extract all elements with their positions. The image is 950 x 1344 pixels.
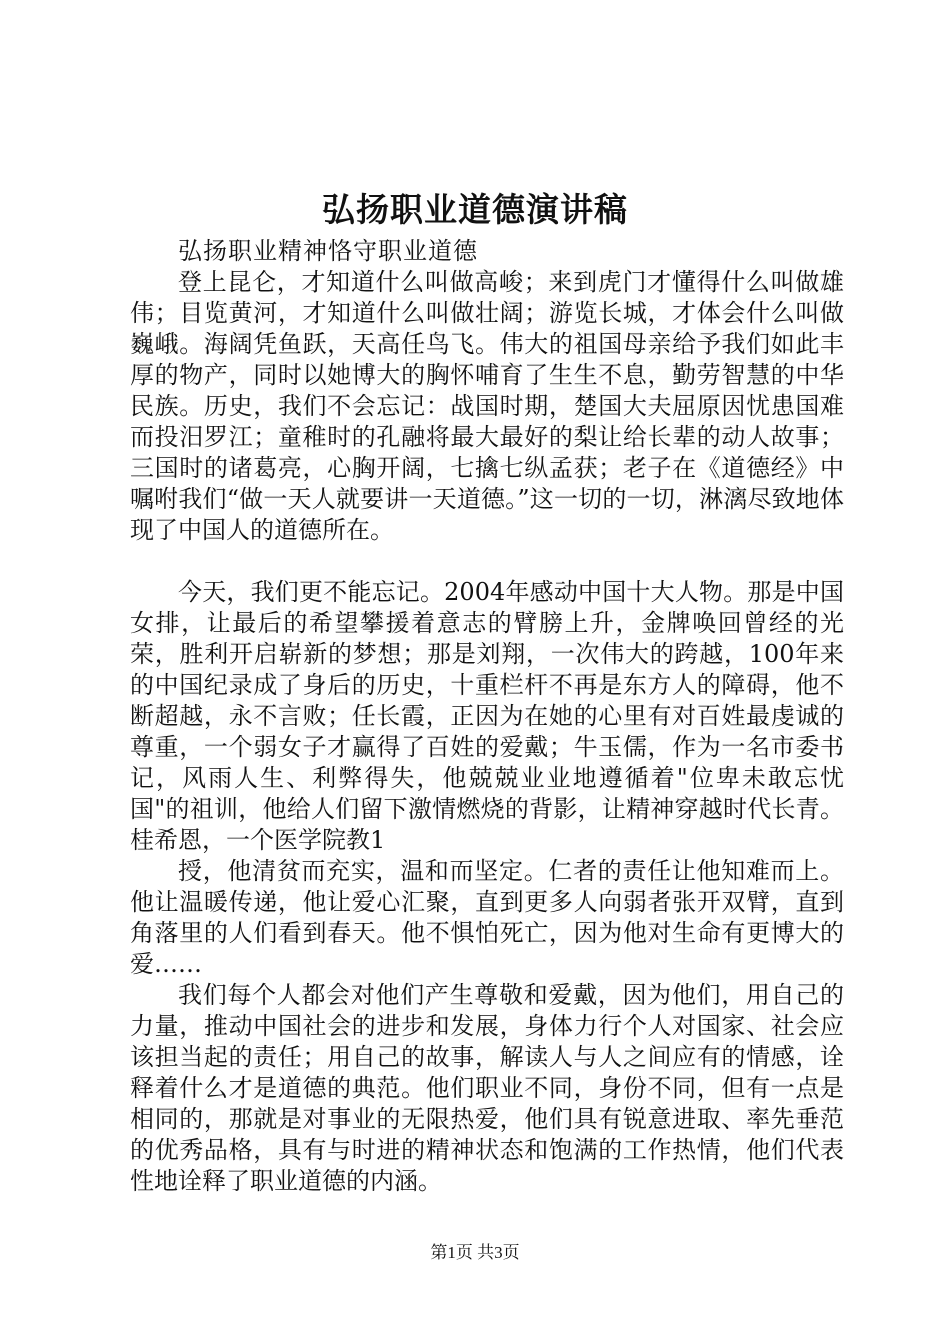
page-footer: 第1页 共3页 [430,1243,520,1262]
paragraph-2: 今天，我们更不能忘记。2004年感动中国十大人物。那是中国女排，让最后的希望攀援着意志的臂膀上升，金牌唤回曾经的光荣，胜利开启崭新的梦想；那是刘翔，一次伟大的跨越，100年来的中国纪录成了身后的历史，十重栏杆不再是东方人的障碍，他不断超越，永不言败；任长霞，正因为在她的心里有对百姓最虔诚的尊重，一个弱女子才赢得了百姓的爱戴；牛玉儒，作为一名市委书记，风雨人生、利弊得失，他兢兢业业地遵循着"位卑未敢忘忧国"的祖训，他给人们留下激情燃烧的背影，让精神穿越时代长青。桂希恩，一个医学院教1 [130,578,844,854]
paragraph-spacer [130,546,844,577]
document-title: 弘扬职业道德演讲稿 [322,190,628,229]
paragraph-4: 我们每个人都会对他们产生尊敬和爱戴，因为他们，用自己的力量，推动中国社会的进步和发展，身体力行个人对国家、社会应该担当起的责任；用自己的故事，解读人与人之间应有的情感，诠释着什么才是道德的典范。他们职业不同，身份不同，但有一点是相同的，那就是对事业的无限热爱，他们具有锐意进取、率先垂范的优秀品格，具有与时进的精神状态和饱满的工作热情，他们代表性地诠释了职业道德的内涵。 [130,981,844,1195]
paragraph-1: 登上昆仑，才知道什么叫做高峻；来到虎门才懂得什么叫做雄伟；目览黄河，才知道什么叫做壮阔；游览长城，才体会什么叫做巍峨。海阔凭鱼跃，天高任鸟飞。伟大的祖国母亲给予我们如此丰厚的物产，同时以她博大的胸怀哺育了生生不息，勤劳智慧的中华民族。历史，我们不会忘记：战国时期，楚国大夫屈原因忧患国难而投汨罗江；童稚时的孔融将最大最好的梨让给长辈的动人故事；三国时的诸葛亮，心胸开阔，七擒七纵孟获；老子在《道德经》中嘱咐我们“做一天人就要讲一天道德。”这一切的一切，淋漓尽致地体现了中国人的道德所在。 [130,268,844,544]
document-subtitle: 弘扬职业精神恪守职业道德 [178,237,478,265]
document-body [130,236,844,1197]
paragraph-3: 授，他清贫而充实，温和而坚定。仁者的责任让他知难而上。他让温暖传递，他让爱心汇聚，直到更多人向弱者张开双臂，直到角落里的人们看到春天。他不惧怕死亡，因为他对生命有更博大的爱…… [130,857,844,978]
